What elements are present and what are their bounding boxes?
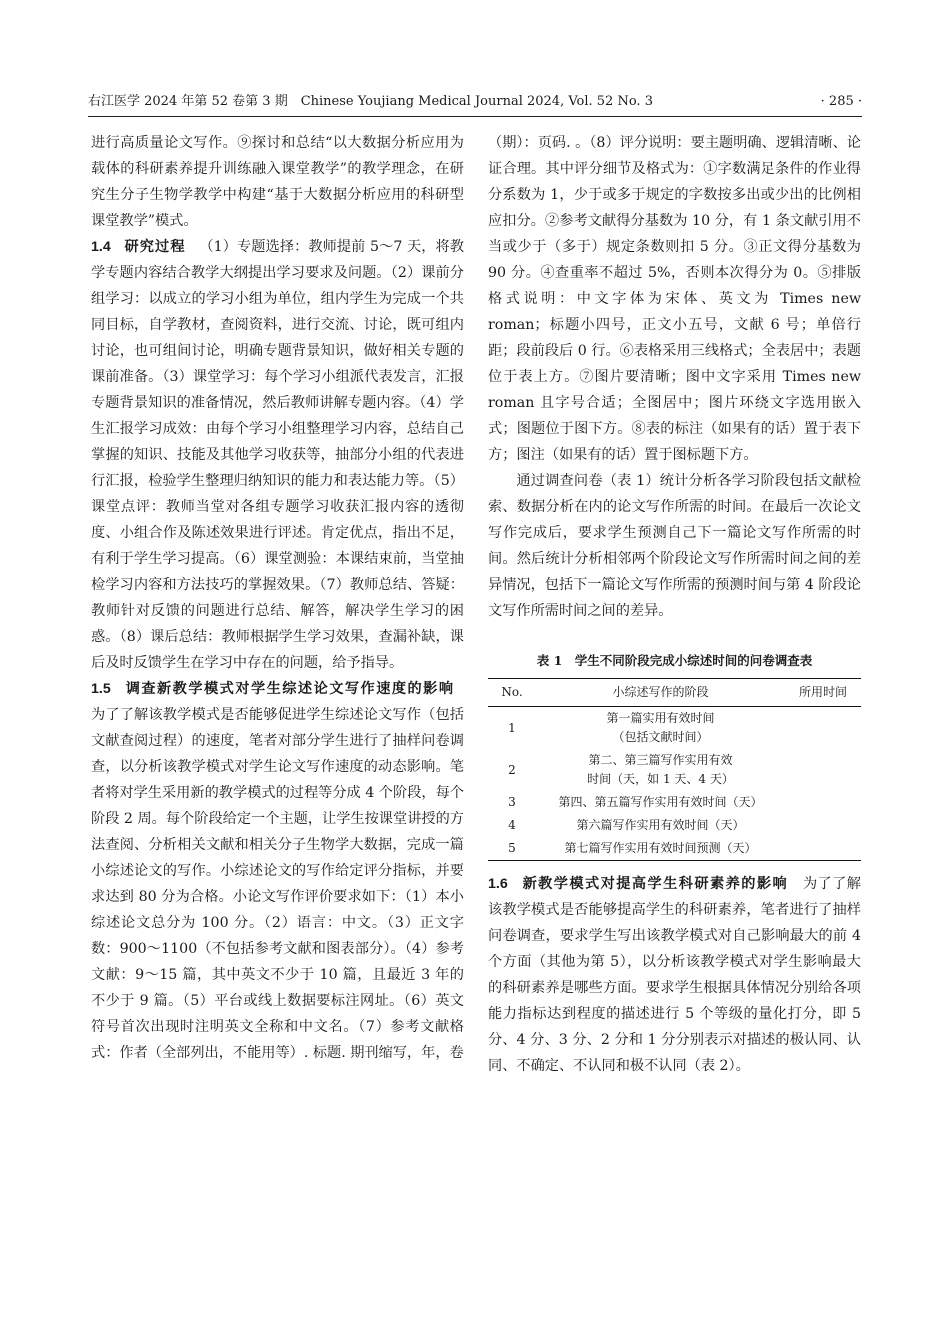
stage-cell: 第四、第五篇写作实用有效时间（天） [558,795,763,809]
column-header: No. [488,679,536,707]
row-number: 4 [508,818,516,832]
section-body: （1）专题选择：教师提前 5～7 天，将教学专题内容结合教学大纲提出学习要求及问题。（2）课前分组学习：以成立的学习小组为单位，组内学生为完成一个共同目标，自学教材，查阅资料，进行交流、讨论，既可组内讨论，也可组间讨论，明确专题背景知识，做好相关专题的课前准备。（3）课堂学习：每个学习小组派代表发言，汇报专题背景知识的准备情况，然后教师讲解专题内容。（4）学生汇报学习成效：由每个学习小组整理学习内容，总结自己掌握的知识、技能及其他学习收获等，抽部分小组的代表进行汇报，检验学生整理归纳知识的能力和表达能力等。（5）课堂点评：教师当堂对各组专题学习收获汇报内容的透彻度、小组合作及陈述效果进行评述。肯定优点，指出不足，有利于学生学习提高。（6）课堂测验：本课结束前，当堂抽检学习内容和方法技巧的掌握效果。（7）教师总结、答疑：教师针对反馈的问题进行总结、解答，解决学生学习的困惑。（8）课后总结：教师根据学生学习效果，查漏补缺，课后及时反馈学生在学习中存在的问题，给予指导。 [91,239,465,671]
table-row [488,707,861,750]
page-number: · 285 · [820,94,862,109]
time-cell [785,791,861,814]
journal-citation: 右江医学 2024 年第 52 卷第 3 期 Chinese Youjiang Medical Journal 2024, Vol. 52 No. 3 [88,94,653,109]
row-number: 2 [508,762,516,777]
table-row [488,791,861,814]
left-column [91,130,464,1066]
stage-cell [536,749,785,791]
survey-table [488,678,861,861]
stage-cell: 第七篇写作实用有效时间预测（天） [536,837,785,861]
paragraph-continued: 进行高质量论文写作。⑨探讨和总结“以大数据分析应用为载体的科研素养提升训练融入课堂教学”的教学理念，在研究生分子生物学教学中构建“基于大数据分析应用的科研型课堂教学”模式。 [91,135,464,229]
section-number: 1.4 [91,239,111,255]
stage-text: 第一篇实用有效时间 [606,711,715,725]
table-row [488,814,861,837]
stage-text: 时间（天，如 1 天、4 天） [587,772,734,786]
section-1-5 [91,676,464,1066]
column-header: 所用时间 [785,679,861,707]
stage-cell: 第六篇写作实用有效时间（天） [576,818,745,832]
section-body: 为了了解该教学模式是否能够促进学生综述论文写作（包括文献查阅过程）的速度，笔者对部分学生进行了抽样问卷调查，以分析该教学模式对学生论文写作速度的动态影响。笔者将对学生采用新的教学模式的过程等分成 4 个阶段，每个阶段 2 周。每个阶段给定一个主题，让学生按课堂讲授的方法查阅、分析相关文献和相关分子生物学大数据，完成一篇小综述论文的写作。小综述论文的写作给定评分指标，并要求达到 80 分为合格。小论文写作评价要求如下：（1）本小综述论文总分为 100 分。（2）语言：中文。（3）正文字数：900～1100（不包括参考文献和图表部分）。（4）参考文献：9～15 篇，其中英文不少于 10 篇，且最近 3 年的不少于 9 篇。（5）平台或线上数据要标注网址。（6）英文符号首次出现时注明英文全称和中文名。（7）参考文献格式：作者（全部列出，不能用等）. 标题. 期刊缩写，年，卷 [91,707,464,1061]
header-rule [88,116,862,117]
time-cell [785,707,861,750]
paragraph: 通过调查问卷（表 1）统计分析各学习阶段包括文献检索、数据分析在内的论文写作所需的时间。在最后一次论文写作完成后，要求学生预测自己下一篇论文写作所需的时间。然后统计分析相邻两个阶段论文写作所需时间之间的差异情况，包括下一篇论文写作所需的预测时间与第 4 阶段论文写作所需时间之间的差异。 [488,473,861,619]
time-cell [785,749,861,791]
row-number: 1 [508,720,516,735]
section-number: 1.5 [91,681,111,697]
paragraph-continued: （期）：页码. 。（8）评分说明：要主题明确、逻辑清晰、论证合理。其中评分细节及格式为：①字数满足条件的作业得分系数为 1，少于或多于规定的字数按多出或少出的比例相应扣分。②参考文献得分基数为 10 分，有 1 条文献引用不当或少于（多于）规定条数则扣 5 分。③正文得分基数为 90 分。④查重率不超过 5%，否则本次得分为 0。⑤排版格式说明：中文字体为宋体、英文为 Times new roman；标题小四号，正文小五号，文献 6 号；单倍行距；段前段后 0 行。⑥表格采用三线格式；全表居中；表题位于表上方。⑦图片要清晰；图中文字采用 Times new roman 且字号合适；全图居中；图片环绕文字选用嵌入式；图题位于图下方。⑧表的标注（如果有的话）置于表下方；图注（如果有的话）置于图标题下方。 [488,135,861,463]
stage-text: 第二、第三篇写作实用有效 [588,753,733,767]
stage-text: （包括文献时间） [612,730,709,744]
section-1-6 [488,871,861,1079]
row-number: 3 [508,795,516,809]
table-caption: 表 1 学生不同阶段完成小综述时间的问卷调查表 [536,653,813,668]
table-header-row [488,679,861,707]
stage-cell [536,707,785,750]
column-header: 小综述写作的阶段 [536,679,785,707]
right-column [488,130,861,1079]
table-row [488,749,861,791]
section-1-4 [91,234,464,676]
time-cell [785,814,861,837]
time-cell [785,837,861,861]
row-number: 5 [488,837,536,861]
section-number: 1.6 [488,876,508,892]
section-title: 研究过程 [124,239,186,255]
table-row [488,837,861,861]
running-header [88,92,862,116]
section-title: 调查新教学模式对学生综述论文写作速度的影响 [125,681,455,697]
spacer [488,861,861,871]
section-body: 为了了解该教学模式是否能够提高学生的科研素养，笔者进行了抽样问卷调查，要求学生写出该教学模式对自己影响最大的前 4 个方面（其他为第 5），以分析该教学模式对学生影响最大的科研素养是哪些方面。要求学生根据具体情况分别给各项能力指标达到程度的描述进行 5 个等级的量化打分，即 5 分、4 分、3 分、2 分和 1 分分别表示对描述的极认同、认同、不确定、不认同和极不认同（表 2）。 [488,876,861,1074]
section-title: 新教学模式对提高学生科研素养的影响 [522,876,789,892]
